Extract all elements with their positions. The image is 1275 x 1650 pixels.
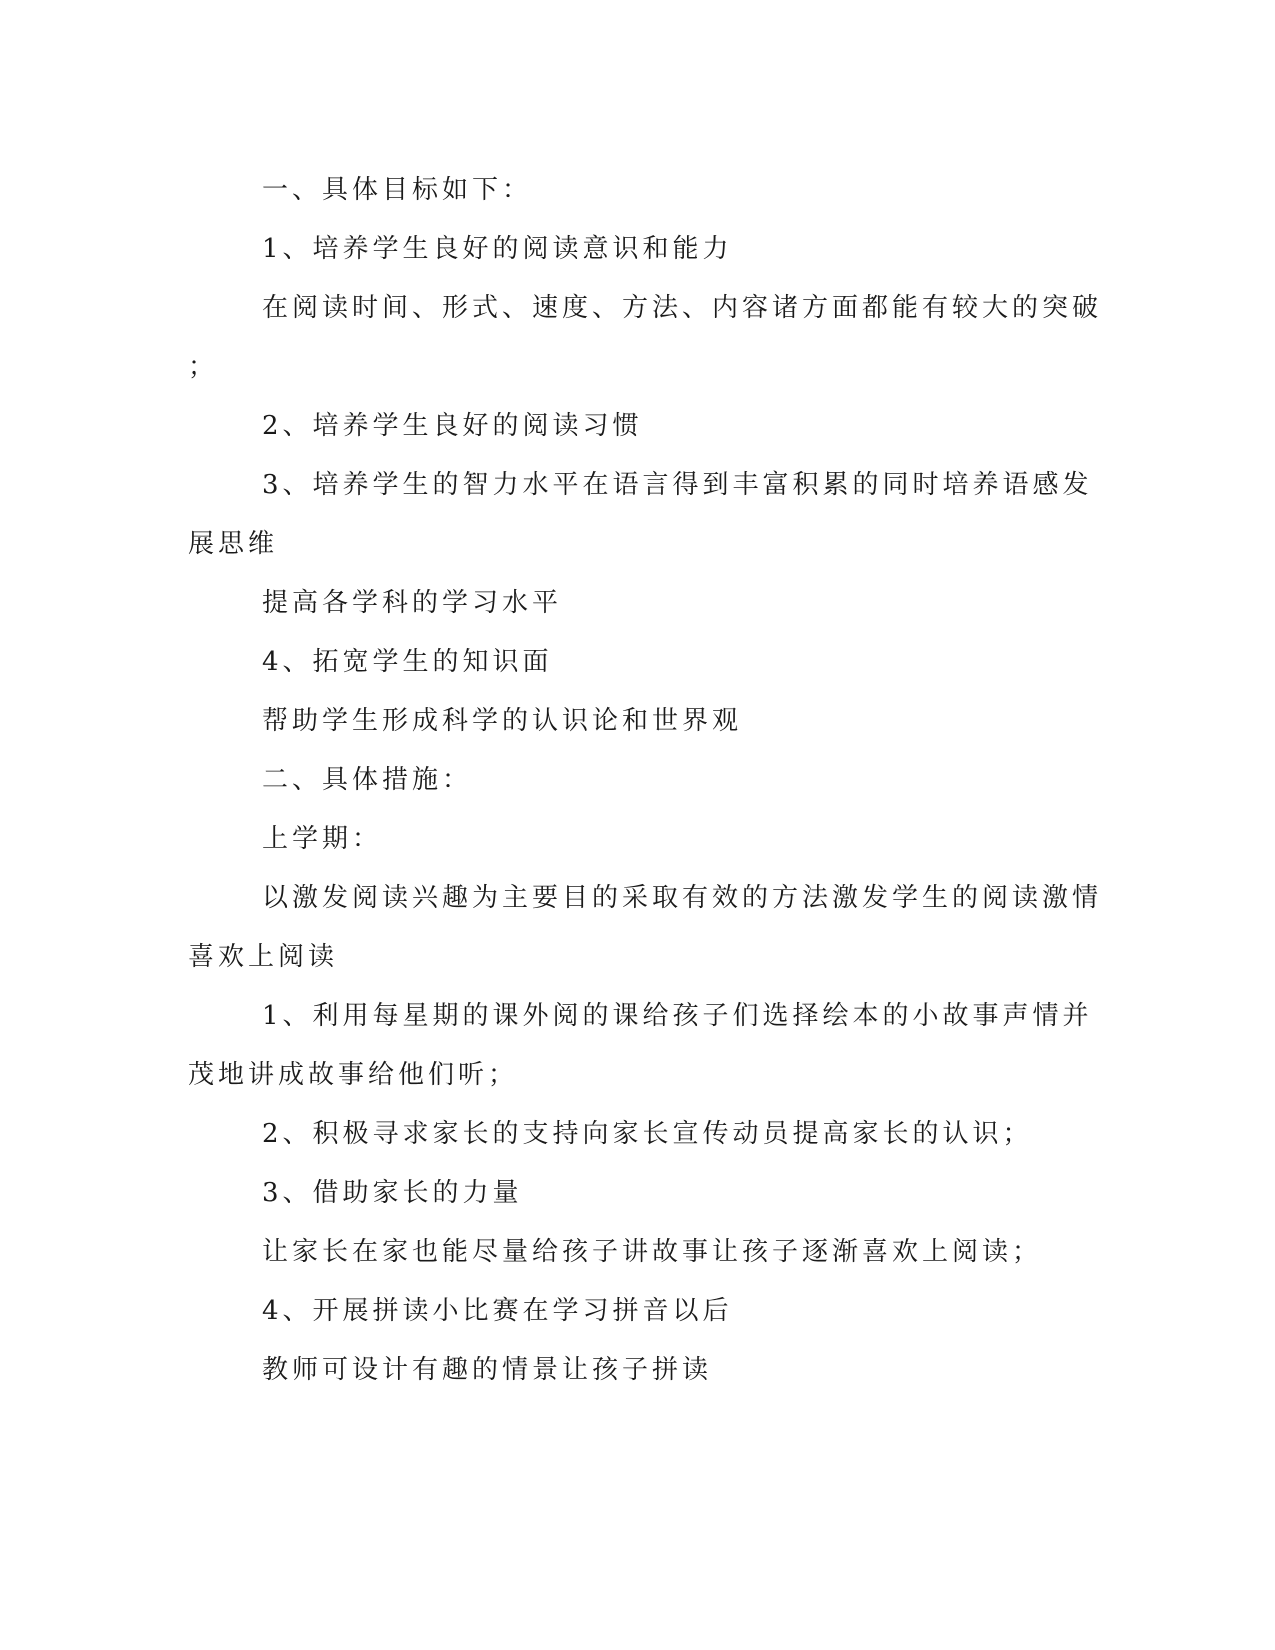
subheading-first-term: 上学期：	[262, 824, 383, 854]
measure-item-3: 3、借助家长的力量	[262, 1178, 523, 1208]
measure-item-4: 4、开展拼读小比赛在学习拼音以后	[262, 1296, 733, 1326]
paragraph-line: 以激发阅读兴趣为主要目的采取有效的方法激发学生的阅读激情	[262, 883, 1103, 913]
paragraph-line: 在阅读时间、形式、速度、方法、内容诸方面都能有较大的突破	[262, 293, 1103, 323]
paragraph-line: 教师可设计有趣的情景让孩子拼读	[262, 1355, 713, 1385]
paragraph-line: 帮助学生形成科学的认识论和世界观	[262, 706, 743, 736]
goal-item-2: 2、培养学生良好的阅读习惯	[262, 411, 643, 441]
paragraph-line: 提高各学科的学习水平	[262, 588, 563, 618]
goal-item-3: 3、培养学生的智力水平在语言得到丰富积累的同时培养语感发	[262, 470, 1093, 500]
goal-item-1: 1、培养学生良好的阅读意识和能力	[262, 234, 733, 264]
measure-item-2: 2、积极寻求家长的支持向家长宣传动员提高家长的认识；	[262, 1119, 1033, 1149]
paragraph-line: 茂地讲成故事给他们听；	[188, 1060, 519, 1090]
paragraph-line: 让家长在家也能尽量给孩子讲故事让孩子逐渐喜欢上阅读；	[262, 1237, 1043, 1267]
heading-measures: 二、具体措施：	[262, 765, 473, 795]
heading-goals: 一、具体目标如下：	[262, 175, 533, 205]
paragraph-line: ；	[188, 352, 219, 382]
paragraph-line: 喜欢上阅读	[188, 942, 339, 972]
paragraph-line: 展思维	[188, 529, 279, 559]
goal-item-4: 4、拓宽学生的知识面	[262, 647, 553, 677]
measure-item-1: 1、利用每星期的课外阅的课给孩子们选择绘本的小故事声情并	[262, 1001, 1093, 1031]
